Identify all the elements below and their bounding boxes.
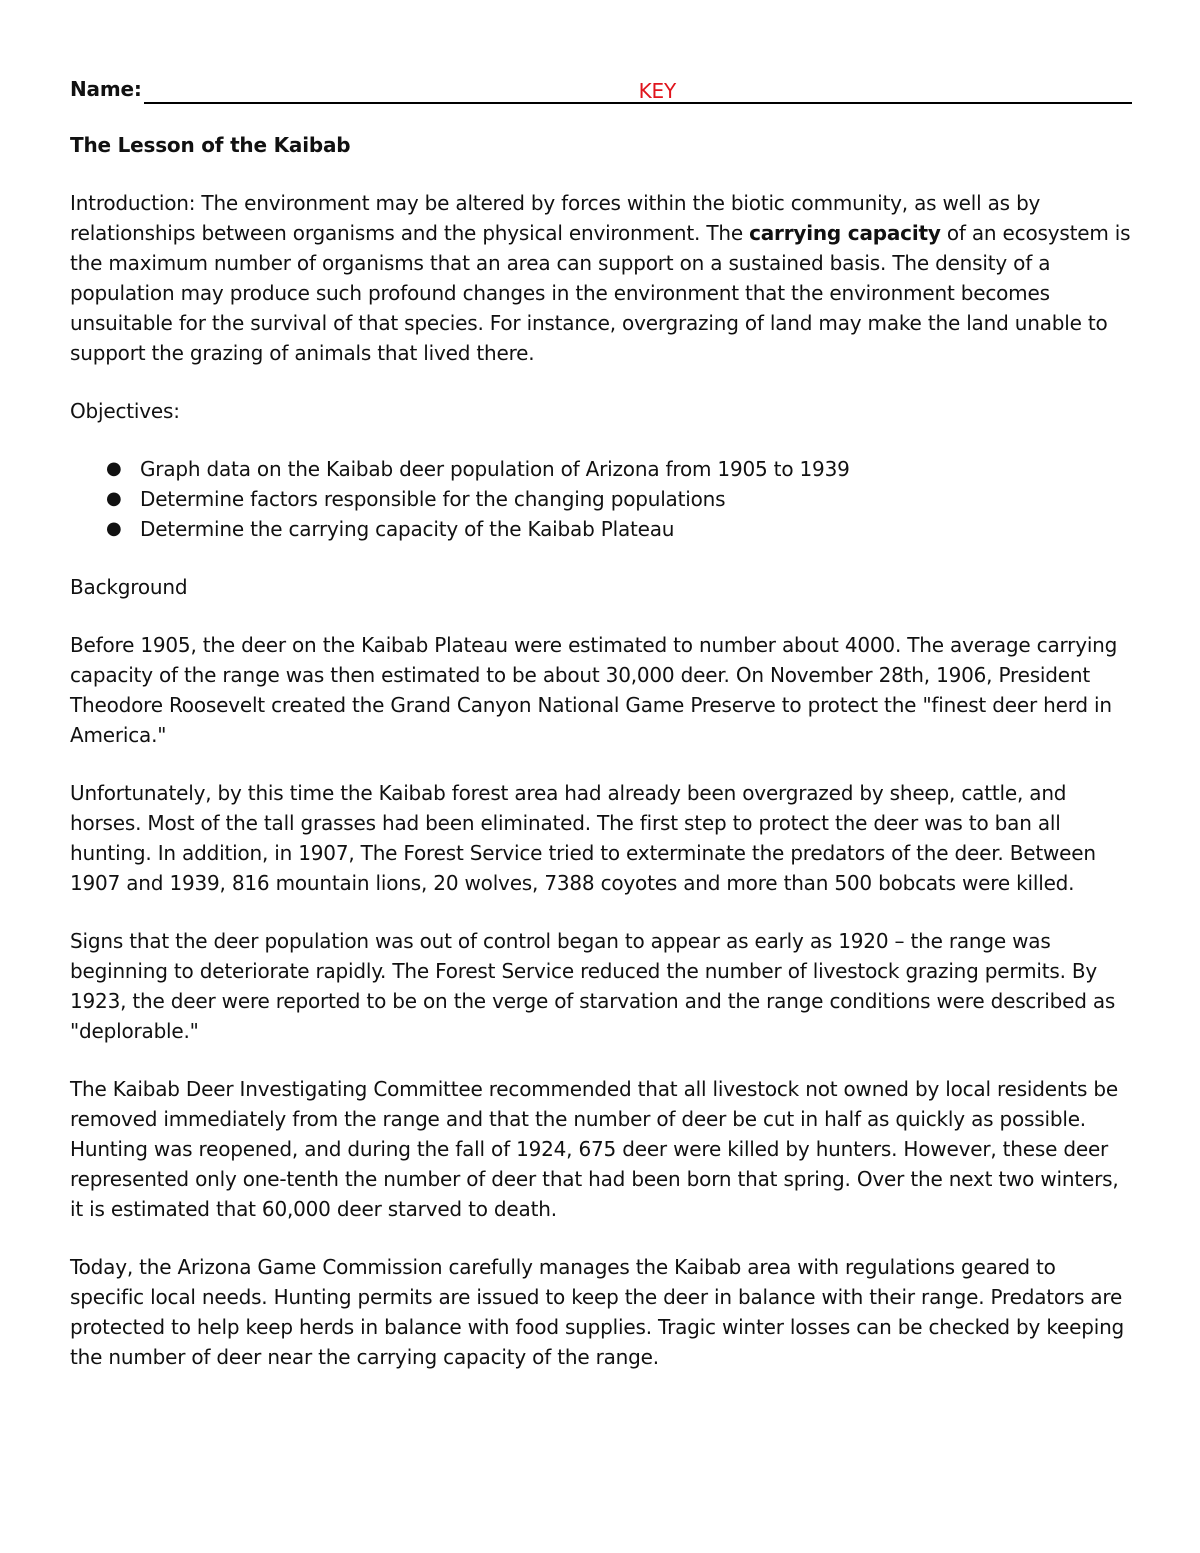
page-title: The Lesson of the Kaibab (70, 133, 351, 157)
bullet-icon: ● (106, 518, 122, 539)
objective-item (106, 514, 1132, 544)
carrying-capacity-term: carrying capacity (749, 221, 941, 245)
introduction-text-part1: The environment may be altered by forces within the biotic community, as well as by relationships between organisms and the physical environment. The (70, 191, 1041, 245)
background-paragraph-5: Today, the Arizona Game Commission carefully manages the Kaibab area with regulations geared to specific local needs. Hunting permits are issued to keep the deer in balance with their range. Predators are protected to help keep herds in balance with food supplies. Tragic winter losses can be checked by keeping the number of deer near the carrying capacity of the range. (70, 1255, 1125, 1369)
name-label: Name: (70, 77, 142, 101)
objectives-list (70, 454, 1132, 544)
name-value-key: KEY (638, 79, 677, 103)
introduction-text-part2: of an ecosystem is the maximum number of organisms that an area can support on a sustained basis. The density of a population may produce such profound changes in the environment that the environment becomes unsuitable for the survival of that species. For instance, overgrazing of land may make the land unable to support the grazing of animals that lived there. (70, 221, 1131, 365)
objective-item (106, 454, 1132, 484)
objective-text: Graph data on the Kaibab deer population of Arizona from 1905 to 1939 (140, 457, 850, 481)
objective-item (106, 484, 1132, 514)
background-paragraph-3: Signs that the deer population was out of control began to appear as early as 1920 – the range was beginning to deteriorate rapidly. The Forest Service reduced the number of livestock grazing permits. By 1923, the deer were reported to be on the verge of starvation and the range conditions were described as "deplorable." (70, 929, 1116, 1043)
background-paragraph-1: Before 1905, the deer on the Kaibab Plateau were estimated to number about 4000. The average carrying capacity of the range was then estimated to be about 30,000 deer. On November 28th, 1906, President Theodore Roosevelt created the Grand Canyon National Game Preserve to protect the "finest deer herd in America." (70, 633, 1118, 747)
worksheet-page (70, 72, 1132, 1400)
background-paragraph-4: The Kaibab Deer Investigating Committee recommended that all livestock not owned by local residents be removed immediately from the range and that the number of deer be cut in half as quickly as possible. Hunting was reopened, and during the fall of 1924, 675 deer were killed by hunters. However, these deer represented only one-tenth the number of deer that had been born that spring. Over the next two winters, it is estimated that 60,000 deer starved to death. (70, 1077, 1119, 1221)
bullet-icon: ● (106, 458, 122, 479)
name-row (70, 72, 1132, 104)
introduction-paragraph (70, 188, 1132, 368)
name-blank-line (144, 78, 1132, 104)
introduction-lead: Introduction: (70, 191, 196, 215)
background-paragraph-2: Unfortunately, by this time the Kaibab forest area had already been overgrazed by sheep, cattle, and horses. Most of the tall grasses had been eliminated. The first step to protect the deer was to ban all hunting. In addition, in 1907, The Forest Service tried to exterminate the predators of the deer. Between 1907 and 1939, 816 mountain lions, 20 wolves, 7388 coyotes and more than 500 bobcats were killed. (70, 781, 1096, 895)
objective-text: Determine factors responsible for the changing populations (140, 487, 726, 511)
objective-text: Determine the carrying capacity of the Kaibab Plateau (140, 517, 675, 541)
background-heading: Background (70, 575, 188, 599)
objectives-heading: Objectives: (70, 399, 180, 423)
bullet-icon: ● (106, 488, 122, 509)
